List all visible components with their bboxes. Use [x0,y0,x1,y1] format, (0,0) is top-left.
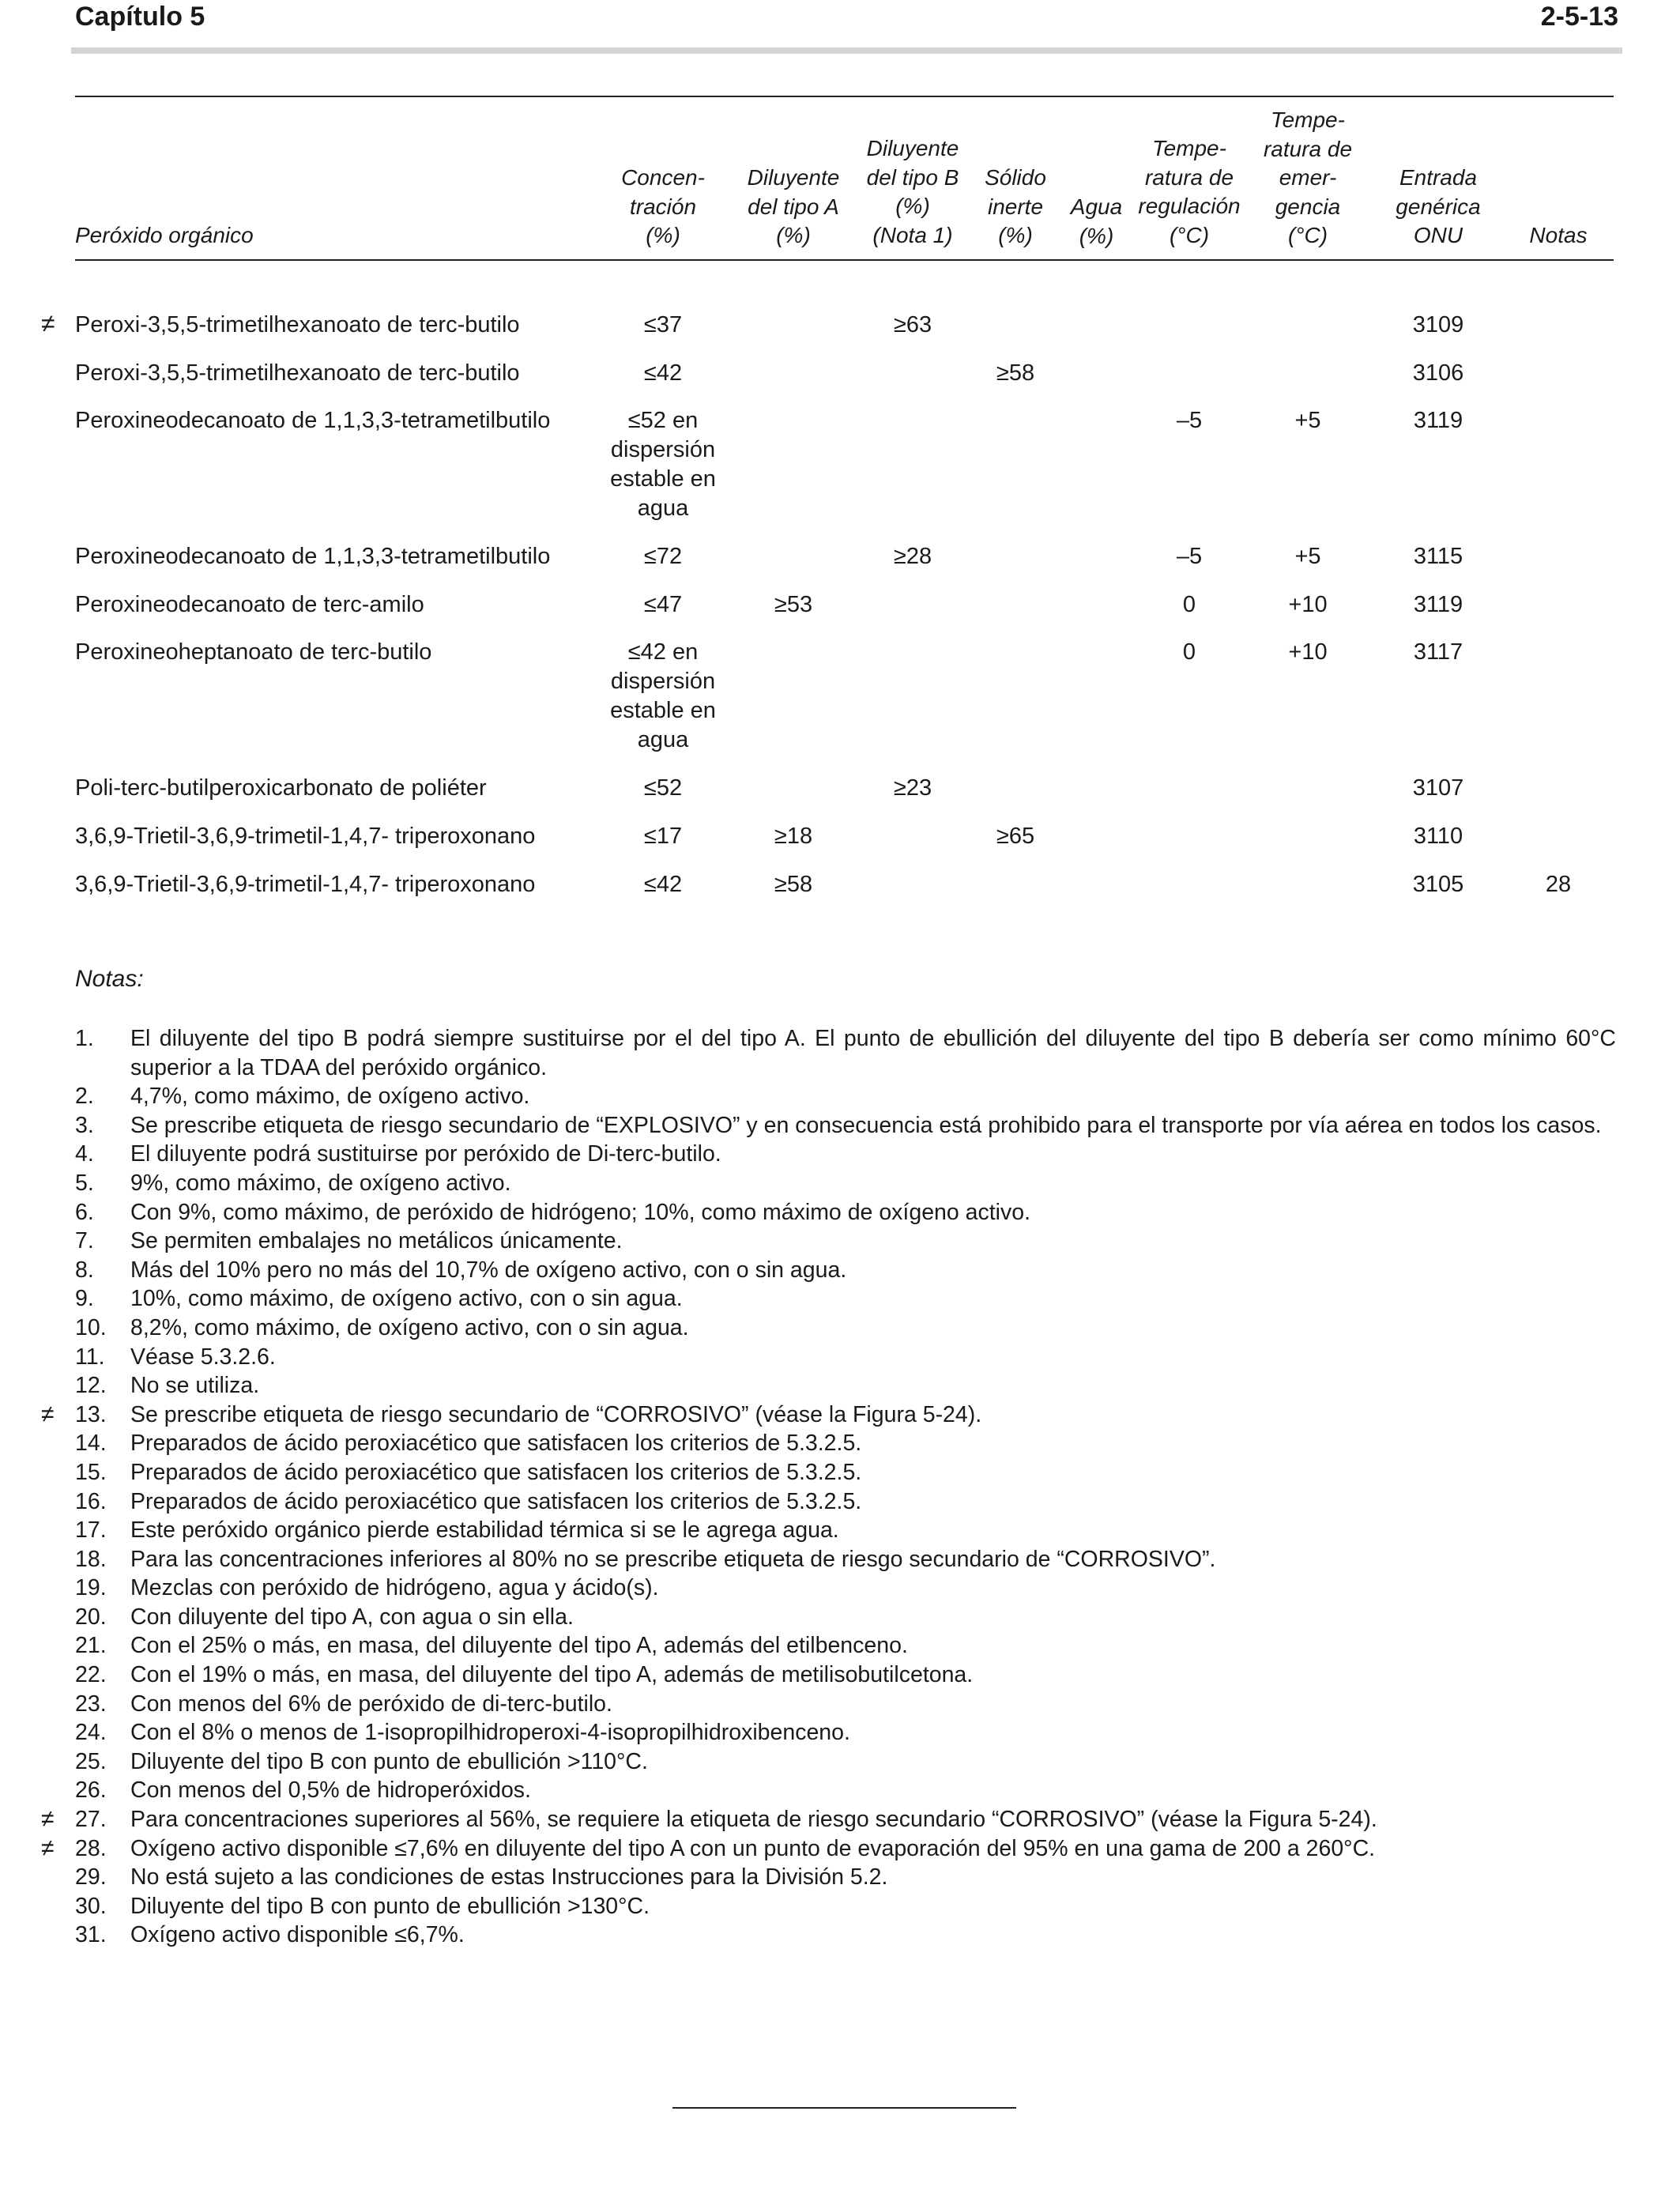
col-header-diluent-b: Diluyente del tipo B (%) (Nota 1) [866,136,959,247]
amendment-mark: ≠ [41,1834,55,1861]
note-text: No está sujeto a las condiciones de estas Instrucciones para la División 5.2. [130,1864,888,1891]
col-header-diluent-a: Diluyente del tipo A (%) [747,165,840,247]
cell-dilB: ≥63 [893,312,932,337]
col-header-un-entry: Entrada genérica ONU [1396,165,1481,247]
amendment-mark: ≠ [41,1806,55,1833]
amendment-mark: ≠ [41,309,55,337]
footer-rule [672,2107,1016,2109]
note-number: 10. [75,1314,107,1340]
note-number: 25. [75,1748,107,1774]
cell-un: 3117 [1413,639,1463,665]
note-item [0,1024,1680,1082]
cell-peroxide-name: Peroxineodecanoato de 1,1,3,3-tetrametilbutilo [75,544,551,569]
note-number: 17. [75,1517,107,1544]
cell-dilA: ≥18 [774,824,813,849]
page-number: 2-5-13 [1540,2,1618,32]
note-number: 18. [75,1546,107,1572]
note-number: 8. [75,1257,94,1283]
note-item [0,1805,1680,1834]
note-item [0,1343,1680,1372]
note-text: Con el 19% o más, en masa, del diluyente del tipo A, además de metilisobutilcetona. [130,1662,974,1688]
note-number: 23. [75,1691,107,1717]
col-header-notes: Notas [1529,223,1588,247]
note-item [0,1227,1680,1256]
note-number: 6. [75,1199,94,1225]
note-item [0,1545,1680,1574]
note-number: 11. [75,1344,105,1370]
note-item [0,1400,1680,1430]
note-number: 4. [75,1141,94,1167]
note-item [0,1198,1680,1227]
note-text: Con menos del 6% de peróxido de di-terc-butilo. [130,1691,612,1717]
col-header-emergency-temp: Tempe- ratura de emer- gencia (°C) [1263,107,1353,247]
cell-temg: +5 [1294,408,1321,433]
chapter-title: Capítulo 5 [75,2,205,32]
cell-dilA: ≥53 [774,592,813,617]
cell-conc: ≤72 [643,544,683,569]
cell-treg: –5 [1176,408,1203,433]
note-text: Con el 8% o menos de 1-isopropilhidroperoxi-4-isopropilhidroxibenceno. [130,1720,850,1746]
cell-peroxide-name: Peroxineodecanoato de 1,1,3,3-tetrametilbutilo [75,408,551,433]
col-header-inert-solid: Sólido inerte (%) [985,165,1046,247]
cell-dilA: ≥58 [774,872,813,897]
header-rule [71,47,1622,54]
cell-solid: ≥65 [996,824,1035,849]
note-number: 24. [75,1720,107,1746]
note-item [0,1921,1680,1950]
note-item [0,1863,1680,1892]
cell-peroxide-name: Peroxi-3,5,5-trimetilhexanoato de terc-butilo [75,312,520,337]
note-item [0,1256,1680,1285]
cell-peroxide-name: 3,6,9-Trietil-3,6,9-trimetil-1,4,7- triperoxonano [75,872,536,897]
note-text: Preparados de ácido peroxiacético que satisfacen los criterios de 5.3.2.5. [130,1488,862,1514]
note-item [0,1169,1680,1198]
col-header-concentration: Concen- tración (%) [621,165,705,247]
note-text: Se prescribe etiqueta de riesgo secundario de “EXPLOSIVO” y en consecuencia está prohibido para el transporte por vía aérea en todos los casos. [130,1112,1602,1138]
note-number: 16. [75,1488,107,1514]
note-text: 10%, como máximo, de oxígeno activo, con o sin agua. [130,1286,683,1312]
note-item [0,1371,1680,1400]
note-text: Véase 5.3.2.6. [130,1344,276,1370]
note-number: 27. [75,1807,107,1833]
note-item [0,1747,1680,1777]
note-text: Preparados de ácido peroxiacético que satisfacen los criterios de 5.3.2.5. [130,1459,862,1485]
note-item [0,1834,1680,1864]
note-text: Con el 25% o más, en masa, del diluyente del tipo A, además del etilbenceno. [130,1633,908,1659]
note-text: Este peróxido orgánico pierde estabilidad térmica si se le agrega agua. [130,1517,839,1544]
note-text: Mezclas con peróxido de hidrógeno, agua y ácido(s). [130,1575,659,1601]
cell-notes: 28 [1545,872,1572,897]
note-item [0,1284,1680,1314]
col-header-control-temp: Tempe- ratura de regulación (°C) [1138,136,1241,247]
cell-treg: 0 [1182,639,1196,665]
note-item [0,1718,1680,1747]
cell-un: 3119 [1413,408,1463,433]
note-text: Oxígeno activo disponible ≤6,7%. [130,1922,465,1948]
note-number: 29. [75,1864,107,1891]
cell-un: 3106 [1412,360,1464,386]
table-top-rule [75,96,1614,97]
cell-temg: +10 [1288,639,1328,665]
note-number: 14. [75,1431,107,1457]
cell-peroxide-name: Peroxineoheptanoato de terc-butilo [75,639,432,665]
cell-peroxide-name: Poli-terc-butilperoxicarbonato de poliéter [75,775,487,801]
cell-treg: 0 [1182,592,1196,617]
note-text: Con 9%, como máximo, de peróxido de hidrógeno; 10%, como máximo de oxígeno activo. [130,1199,1031,1225]
note-number: 7. [75,1228,94,1254]
note-item [0,1574,1680,1603]
note-item [0,1140,1680,1169]
note-text: Se permiten embalajes no metálicos únicamente. [130,1228,623,1254]
note-text: No se utiliza. [130,1373,260,1399]
cell-conc: ≤52 en dispersión estable en agua [610,408,716,521]
note-item [0,1631,1680,1661]
note-item [0,1111,1680,1140]
cell-peroxide-name: Peroxi-3,5,5-trimetilhexanoato de terc-butilo [75,360,520,386]
note-item [0,1690,1680,1719]
col-header-water: Agua (%) [1070,194,1123,248]
note-text: 9%, como máximo, de oxígeno activo. [130,1170,511,1196]
note-item [0,1661,1680,1690]
table-header-rule [75,259,1614,261]
note-text: Diluyente del tipo B con punto de ebullición >130°C. [130,1893,650,1919]
note-text: Se prescribe etiqueta de riesgo secundario de “CORROSIVO” (véase la Figura 5-24). [130,1401,982,1427]
cell-conc: ≤42 [643,360,683,386]
cell-peroxide-name: 3,6,9-Trietil-3,6,9-trimetil-1,4,7- triperoxonano [75,824,536,849]
note-number: 20. [75,1604,107,1630]
note-text: 8,2%, como máximo, de oxígeno activo, con o sin agua. [130,1314,689,1340]
cell-un: 3110 [1413,824,1463,849]
cell-un: 3107 [1412,775,1464,801]
cell-temg: +5 [1294,544,1321,569]
note-item [0,1082,1680,1111]
cell-conc: ≤37 [643,312,683,337]
note-number: 28. [75,1835,107,1861]
notes-list [0,1024,1680,1950]
note-item [0,1516,1680,1545]
note-number: 5. [75,1170,94,1196]
cell-conc: ≤47 [643,592,683,617]
note-text: Con menos del 0,5% de hidroperóxidos. [130,1777,531,1804]
cell-temg: +10 [1288,592,1328,617]
note-text: El diluyente del tipo B podrá siempre sustituirse por el del tipo A. El punto de ebullición del diluyente del tipo B debería ser como mínimo 60°C superior a la TDAA del peróxido orgánico. [130,1026,1616,1080]
cell-un: 3109 [1412,312,1464,337]
note-item [0,1776,1680,1805]
cell-solid: ≥58 [996,360,1035,386]
col-header-peroxide: Peróxido orgánico [75,223,254,247]
cell-treg: –5 [1176,544,1203,569]
note-number: 9. [75,1286,94,1312]
note-text: Diluyente del tipo B con punto de ebullición >110°C. [130,1748,648,1774]
note-item [0,1487,1680,1517]
note-item [0,1603,1680,1632]
note-number: 3. [75,1112,94,1138]
note-number: 19. [75,1575,107,1601]
note-number: 13. [75,1401,107,1427]
notes-title: Notas: [75,966,144,992]
cell-dilB: ≥23 [893,775,932,801]
note-text: Preparados de ácido peroxiacético que satisfacen los criterios de 5.3.2.5. [130,1431,862,1457]
note-number: 1. [75,1026,94,1051]
note-text: Con diluyente del tipo A, con agua o sin ella. [130,1604,574,1630]
note-number: 21. [75,1633,107,1659]
note-item [0,1429,1680,1458]
cell-un: 3105 [1412,872,1464,897]
note-number: 31. [75,1922,107,1948]
cell-un: 3119 [1413,592,1463,617]
note-item [0,1892,1680,1921]
note-text: Oxígeno activo disponible ≤7,6% en diluyente del tipo A con un punto de evaporación del 95% en una gama de 200 a 260°C. [130,1835,1376,1861]
cell-conc: ≤42 en dispersión estable en agua [610,639,716,752]
note-text: Para las concentraciones inferiores al 80% no se prescribe etiqueta de riesgo secundario de “CORROSIVO”. [130,1546,1216,1572]
cell-dilB: ≥28 [893,544,932,569]
cell-peroxide-name: Peroxineodecanoato de terc-amilo [75,592,424,617]
note-number: 26. [75,1777,107,1804]
cell-conc: ≤42 [643,872,683,897]
amendment-mark: ≠ [41,1400,55,1427]
cell-conc: ≤52 [643,775,683,801]
cell-un: 3115 [1413,544,1463,569]
note-item [0,1314,1680,1343]
note-text: Para concentraciones superiores al 56%, se requiere la etiqueta de riesgo secundario “CORROSIVO” (véase la Figura 5-24). [130,1807,1377,1833]
note-text: El diluyente podrá sustituirse por peróxido de Di-terc-butilo. [130,1141,721,1167]
note-number: 22. [75,1662,107,1688]
note-number: 12. [75,1373,107,1399]
note-text: Más del 10% pero no más del 10,7% de oxígeno activo, con o sin agua. [130,1257,847,1283]
cell-conc: ≤17 [643,824,683,849]
note-text: 4,7%, como máximo, de oxígeno activo. [130,1084,530,1110]
note-number: 2. [75,1084,94,1110]
note-number: 15. [75,1459,107,1485]
note-item [0,1458,1680,1487]
note-number: 30. [75,1893,107,1919]
